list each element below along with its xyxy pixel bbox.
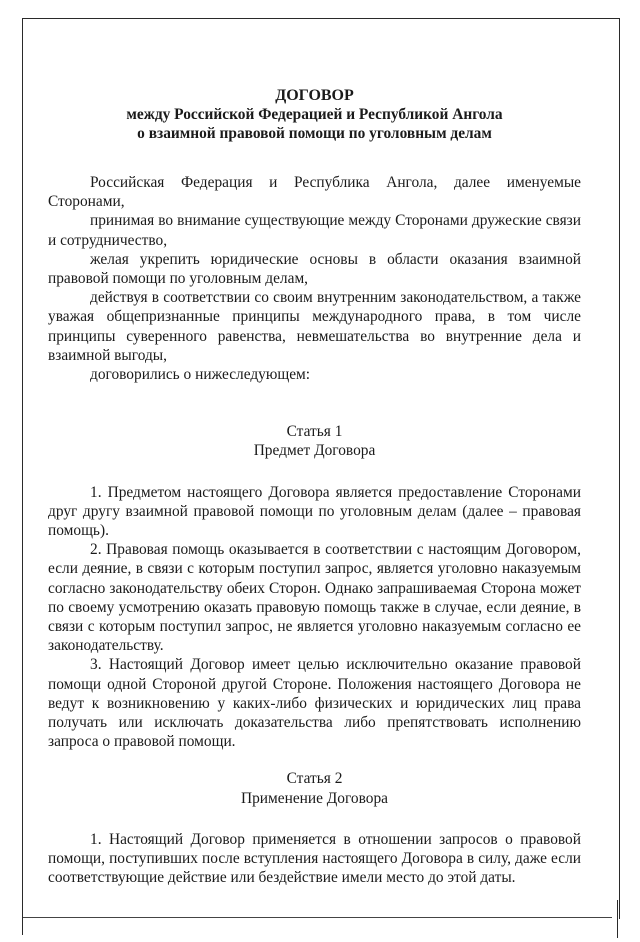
page-border-right-extension	[617, 900, 618, 938]
preamble-paragraph: действуя в соответствии со своим внутренним законодательством, а также уважая общепризнанные принципы международного права, в том числе принципы суверенного равенства, невмешательства во внутренние дела и взаимной выгоды,	[48, 289, 581, 364]
article-number: Статья 1	[286, 423, 343, 441]
preamble-paragraph: договорились о нижеследующем:	[90, 366, 311, 384]
article-paragraph: 1. Предметом настоящего Договора является предоставление Сторонами друг другу взаимной правовой помощи по уголовным делам (далее – правовая помощь).	[48, 483, 581, 540]
article-title: Применение Договора	[240, 789, 389, 807]
preamble-paragraph: Российская Федерация и Республика Ангола, далее именуемые Сторонами,	[48, 174, 581, 211]
article-title: Предмет Договора	[253, 442, 376, 460]
page-border-left-extension	[22, 905, 23, 935]
article-number: Статья 2	[286, 770, 343, 788]
document-title-block	[48, 86, 581, 143]
document-title: ДОГОВОР	[275, 87, 354, 104]
page-border-bottom	[22, 917, 612, 918]
document-subtitle-line-2: о взаимной правовой помощи по уголовным делам	[137, 125, 492, 142]
document-body	[48, 86, 581, 888]
article-paragraph: 3. Настоящий Договор имеет целью исключительно оказание правовой помощи одной Стороной другой Стороне. Положения настоящего Договора не ведут к возникновению у каких-либо физических и юридических лиц права получать или исключать доказательства либо препятствовать исполнению запроса о правовой помощи.	[48, 656, 581, 751]
document-subtitle-line-1: между Российской Федерацией и Республикой Ангола	[126, 106, 503, 123]
article-paragraph: 2. Правовая помощь оказывается в соответствии с настоящим Договором, если деяние, в связи с которым поступил запрос, является уголовно наказуемым согласно законодательству обеих Сторон. Однако запрашиваемая Сторона может по своему усмотрению оказать правовую помощь также в случае, если деяние, в связи с которым поступил запрос, не является уголовно наказуемым согласно ее законодательству.	[48, 541, 581, 655]
preamble-paragraph: желая укрепить юридические основы в области оказания взаимной правовой помощи по уголовным делам,	[48, 250, 581, 288]
article-paragraph: 1. Настоящий Договор применяется в отношении запросов о правовой помощи, поступивших после вступления настоящего Договора в силу, даже если соответствующие действие или бездействие имели место до этой даты.	[48, 830, 581, 887]
preamble-paragraph: принимая во внимание существующие между Сторонами дружеские связи и сотрудничество,	[48, 212, 581, 249]
